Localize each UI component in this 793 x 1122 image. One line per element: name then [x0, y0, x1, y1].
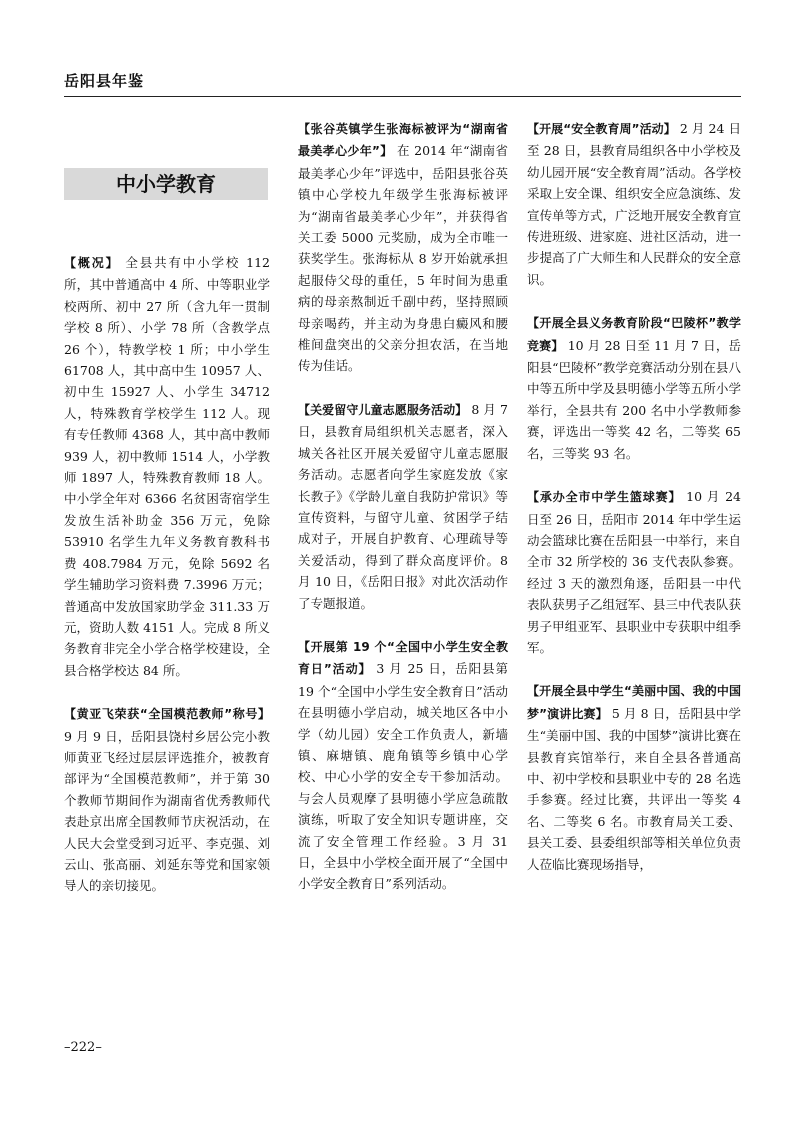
column-1 [64, 252, 270, 919]
article-title: 【黄亚飞荣获“全国模范教师”称号】 [64, 707, 270, 722]
article-model-teacher [64, 703, 270, 897]
article-body: 5 月 8 日，岳阳县中学生“美丽中国、我的中国梦”演讲比赛在县教育宾馆举行，来自全县各普通高中、初中学校和县职业中专的 28 名选手参赛。经过比赛，共评出一等奖 4 名、二等奖 6 名。市教育局关工委、县关工委、县委组织部等相关单位负责人莅临比赛现场指导， [527, 705, 741, 872]
section-title: 中小学教育 [64, 168, 268, 200]
article-body: 在 2014 年“湖南省最美孝心少年”评选中，岳阳县张谷英镇中心学校九年级学生张海标被评为“湖南省最美孝心少年”，并获得省关工委 5000 元奖励，成为全市唯一获奖学生。张海标从 8 岁开始就承担起服侍父母的重任，5 年时间为患重病的母亲熬制近千副中药，坚持照顾母亲喝药，并主动为身患白癜风和腰椎间盘突出的父亲分担农活，在当地传为佳话。 [298, 143, 508, 374]
article-title: 【开展全县中学生“美丽中国、我的中国梦”演讲比赛】 [527, 684, 741, 721]
article-title: 【承办全市中学生篮球赛】 [527, 490, 682, 505]
article-body: 8 月 7 日，县教育局组织机关志愿者，深入城关各社区开展关爱留守儿童志愿服务活动。志愿者向学生家庭发放《家长教子》《学龄儿童自我防护常识》等宣传资料，与留守儿童、贫困学子结成对子，开展自护教育、心理疏导等关爱活动，得到了群众高度评价。8 月 10 日，《岳阳日报》对此次活动作了专题报道。 [298, 401, 508, 611]
article-title: 【开展第 19 个“全国中小学生安全教育日”活动】 [298, 639, 508, 677]
column-2 [298, 118, 508, 917]
article-body: 9 月 9 日，岳阳县饶村乡居公完小教师黄亚飞经过层层评选推介，被教育部评为“全国模范教师”，并于第 30 个教师节期间作为湖南省优秀教师代表赴京出席全国教师节庆祝活动，在人民大会堂受到习近平、李克强、刘云山、张高丽、刘延东等党和国家领导人的亲切接见。 [64, 728, 270, 894]
article-body: 2 月 24 日至 28 日，县教育局组织各中小学校及幼儿园开展“安全教育周”活动。各学校采取上安全课、组织安全应急演练、发宣传单等方式，广泛地开展安全教育宣传进班级、进家庭、进社区活动，进一步提高了广大师生和人民群众的安全意识。 [527, 121, 741, 287]
article-title: 【概况】 [64, 256, 120, 270]
article-overview [64, 252, 270, 681]
header-rule [64, 96, 741, 97]
article-title: 【张谷英镇学生张海标被评为“湖南省最美孝心少年”】 [298, 122, 508, 159]
article-speech-contest [527, 680, 741, 875]
article-safety-week [527, 118, 741, 290]
article-body: 全县共有中小学校 112 所，其中普通高中 4 所、中等职业学校两所、初中 27 所（含九年一贯制学校 8 所）、小学 78 所（含教学点 26 个），特教学校 1 所；中小学生 61708 人，其中高中生 10957 人、初中生 15927 人、小学生 34712 人，特殊教育学校学生 112 人。现有专任教师 4368 人，其中高中教师 939 人，初中教师 1514 人，小学教师 1897 人，特殊教育教师 18 人。中小学全年对 6366 名贫困寄宿学生发放生活补助金 356 万元，免除 53910 名学生九年义务教育教科书费 408.7984 万元，免除 5692 名学生辅助学习资料费 7.3996 万元；普通高中发放国家助学金 311.33 万元，资助人数 4151 人。完成 8 所义务教育非完全小学合格学校建设，全县合格学校达 84 所。 [64, 255, 270, 678]
article-title: 【关爱留守儿童志愿服务活动】 [298, 402, 468, 417]
article-left-behind-children [298, 399, 508, 614]
article-baling-cup [527, 312, 741, 464]
article-filial-youth [298, 118, 508, 377]
article-title: 【开展“安全教育周”活动】 [527, 122, 676, 136]
article-safety-day [298, 636, 508, 895]
article-body: 10 月 24 日至 26 日，岳阳市 2014 年中学生运动会篮球比赛在岳阳县一中举行，来自全市 32 所学校的 36 支代表队参赛。经过 3 天的激烈角逐，岳阳县一中代表队获男子乙组冠军、县三中代表队获男子甲组亚军、县职业中专获职中组季军。 [527, 489, 741, 655]
article-title: 【开展全县义务教育阶段“巴陵杯”教学竞赛】 [527, 316, 741, 353]
running-header: 岳阳县年鉴 [64, 72, 145, 90]
article-body: 3 月 25 日，岳阳县第 19 个“全国中小学生安全教育日”活动在县明德小学启动，城关地区各中小学（幼儿园）安全工作负责人，新墙镇、麻塘镇、鹿角镇等乡镇中心学校、中心小学的安全专干参加活动。与会人员观摩了县明德小学应急疏散演练，听取了安全知识专题讲座，交流了安全管理工作经验。3 月 31 日，全县中小学校全面开展了“全国中小学安全教育日”系列活动。 [298, 661, 509, 892]
article-body: 10 月 28 日至 11 月 7 日，岳阳县“巴陵杯”教学竞赛活动分别在县八中等五所中学及县明德小学等五所小学举行，全县共有 200 名中小学教师参赛，评选出一等奖 42 名，二等奖 65 名，三等奖 93 名。 [527, 337, 741, 461]
article-basketball [527, 486, 741, 658]
column-3 [527, 118, 741, 897]
page-number: –222– [64, 1040, 102, 1055]
